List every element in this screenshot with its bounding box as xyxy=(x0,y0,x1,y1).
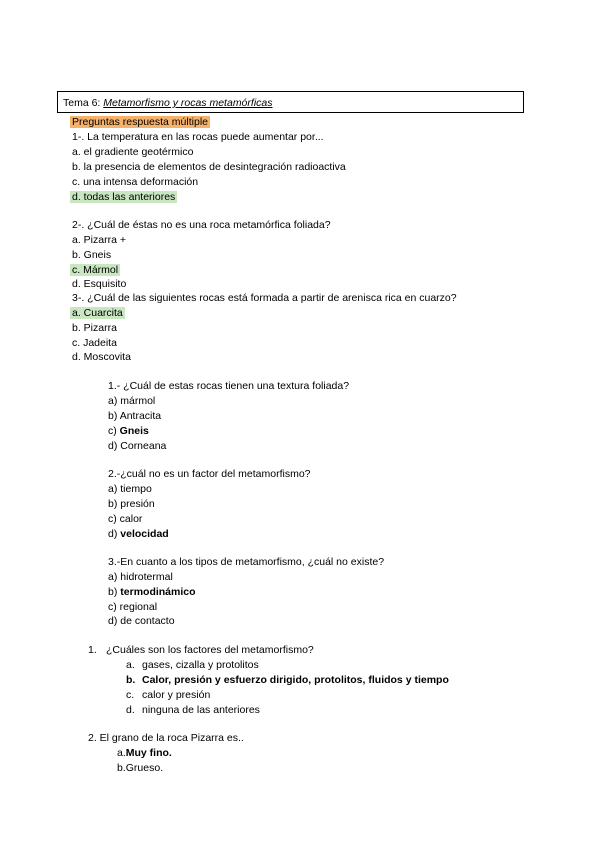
answer-option: b) Antracita xyxy=(108,410,162,422)
document-title-box xyxy=(57,91,524,113)
answer-option: a) tiempo xyxy=(108,483,152,495)
answer-option: b) presión xyxy=(108,498,155,510)
answer-option: c. calor y presión xyxy=(126,689,211,701)
answer-option: b. Gneis xyxy=(72,249,112,261)
answer-option-correct xyxy=(70,306,125,320)
question-text: 2. El grano de la roca Pizarra es.. xyxy=(88,732,244,744)
section-label-text: Preguntas respuesta múltiple xyxy=(72,116,208,128)
answer-option: b.Grueso. xyxy=(117,762,164,774)
answer-option: d) de contacto xyxy=(108,615,175,627)
answer-option: d) Corneana xyxy=(108,440,167,452)
answer-option-correct xyxy=(70,263,120,277)
answer-option: c. una intensa deformación xyxy=(72,176,199,188)
answer-option: c. Jadeita xyxy=(72,337,117,349)
answer-option: a) hidrotermal xyxy=(108,571,173,583)
question-text: 2-. ¿Cuál de éstas no es una roca metamórfica foliada? xyxy=(72,219,331,231)
answer-option: c) regional xyxy=(108,601,158,613)
answer-option: d. ninguna de las anteriores xyxy=(126,704,260,716)
answer-option-correct: b) termodinámico xyxy=(108,586,196,598)
answer-option: a) mármol xyxy=(108,395,156,407)
answer-option-correct-text: a. Cuarcita xyxy=(72,307,123,319)
document-title xyxy=(63,96,273,110)
answer-option-correct: a.Muy fino. xyxy=(117,747,172,759)
answer-option: d. Moscovita xyxy=(72,351,131,363)
answer-option: a. el gradiente geotérmico xyxy=(72,146,194,158)
answer-option: b. Pizarra xyxy=(72,322,117,334)
question-text: 1-. La temperatura en las rocas puede aumentar por... xyxy=(72,131,324,143)
title-prefix: Tema 6: xyxy=(63,97,104,109)
answer-option: b. la presencia de elementos de desintegración radioactiva xyxy=(72,161,346,173)
answer-option: a. Pizarra + xyxy=(72,234,126,246)
question-text: 2.-¿cuál no es un factor del metamorfismo? xyxy=(108,468,311,480)
question-text: 1.- ¿Cuál de estas rocas tienen una textura foliada? xyxy=(108,380,350,392)
answer-option: d. Esquisito xyxy=(72,278,127,290)
question-text: 3-. ¿Cuál de las siguientes rocas está formada a partir de arenisca rica en cuarzo? xyxy=(72,292,457,304)
answer-option-correct: c) Gneis xyxy=(108,425,149,437)
question-text: 1. ¿Cuáles son los factores del metamorfismo? xyxy=(88,644,314,656)
title-subject: Metamorfismo y rocas metamórficas xyxy=(103,97,273,109)
answer-option: c) calor xyxy=(108,513,143,525)
answer-option-correct-text: c. Mármol xyxy=(72,264,119,276)
answer-option: a. gases, cizalla y protolitos xyxy=(126,659,259,671)
answer-option-correct: b. Calor, presión y esfuerzo dirigido, protolitos, fluidos y tiempo xyxy=(126,674,449,686)
question-text: 3.-En cuanto a los tipos de metamorfismo, ¿cuál no existe? xyxy=(108,556,385,568)
answer-option-correct: d) velocidad xyxy=(108,528,169,540)
answer-option-correct-text: d. todas las anteriores xyxy=(72,191,176,203)
answer-option-correct xyxy=(70,190,177,204)
question-number: 1. xyxy=(88,644,97,656)
section-label xyxy=(70,115,210,129)
